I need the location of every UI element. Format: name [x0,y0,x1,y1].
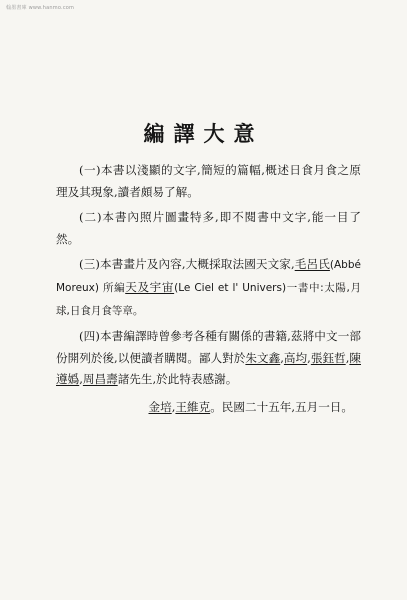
person-name-2: 高均 [283,350,308,365]
book-title: 天及宇宙 [125,279,175,294]
separator-4: , [79,372,83,387]
separator-1: , [280,350,284,365]
paragraph-3 [56,254,361,322]
signature-separator: , [171,399,176,414]
person-name-moreux: 毛呂氏 [294,257,330,272]
watermark-text: 翰墨書庫 www.hanmo.com [6,5,75,11]
page-title: 編譯大意 [143,121,264,146]
paragraph-2 [56,207,361,250]
preface-body [56,160,361,419]
signature-date: 。民國二十五年,五月一日。 [210,399,353,414]
paragraph-3-text-c: (Le Ciel et l' Univers)一書中:太陽,月球,日食月食等章。 [56,281,361,317]
person-name-3: 張鈺哲 [310,350,346,365]
paragraph-4 [56,326,361,391]
author-name-1: 金培 [148,399,172,414]
paragraph-3-text-b: (Abbé Moreux) 所編 [56,259,361,294]
signature-line [56,397,361,419]
person-name-1: 朱文鑫 [245,350,281,365]
separator-3: , [345,350,350,365]
paragraph-2-text: (二)本書內照片圖畫特多,即不閱書中文字,能一目了然。 [56,210,361,246]
paragraph-3-text-a: (三)本書畫片及內容,大概採取法國天文家, [79,257,295,272]
paragraph-1-text: (一)本書以淺顯的文字,簡短的篇幅,概述日食月食之原理及其現象,讀者頗易了解。 [56,163,361,199]
paragraph-4-text-a: (四)本書編譯時曾參考各種有關係的書籍,茲將中文一部份開列於後,以便讀者購閱。鄙人對於 [56,329,361,365]
person-name-4: 陳遵嬀 [56,350,361,387]
author-name-2: 王維克 [175,399,211,414]
separator-2: , [307,350,311,365]
paragraph-4-text-b: 諸先生,於此特表感謝。 [117,372,238,387]
person-name-5: 周昌壽 [82,372,118,387]
paragraph-1 [56,160,361,203]
